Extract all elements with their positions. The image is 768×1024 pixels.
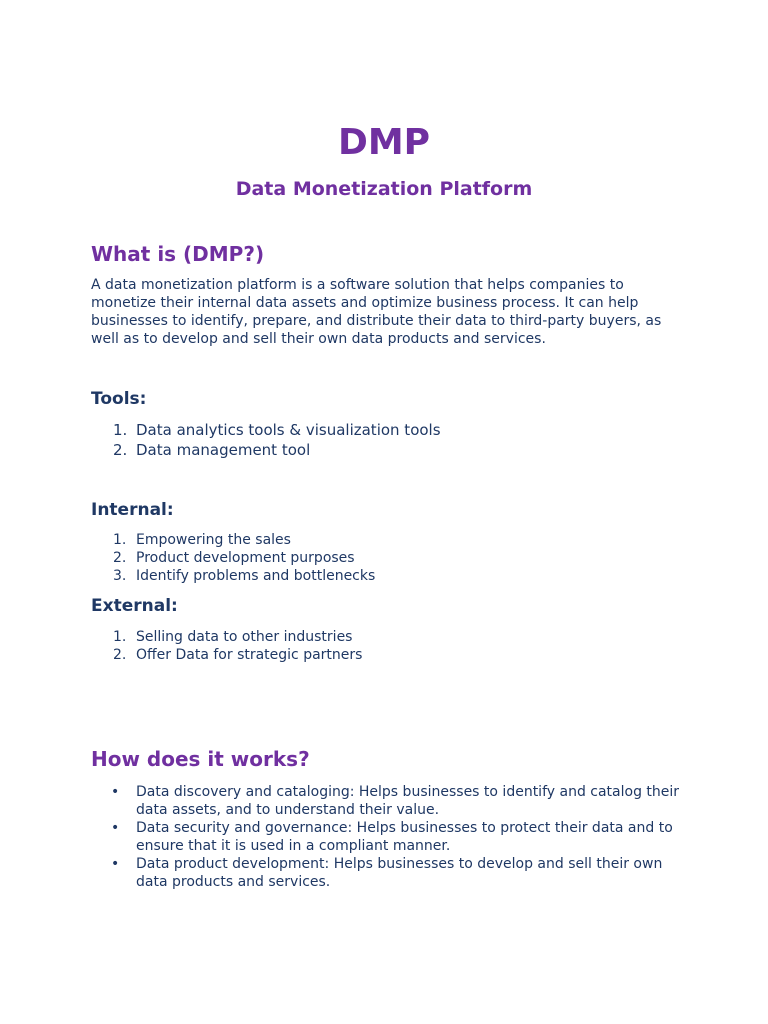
how-heading: How does it works? xyxy=(91,747,310,771)
page-subtitle: Data Monetization Platform xyxy=(235,178,533,200)
what-is-paragraph: A data monetization platform is a software solution that helps companies to monetize their internal data assets and optimize business process. It can help businesses to identify, prepare, and distribute their data to third-party buyers, as well as to develop and sell their own data products and services. xyxy=(91,277,662,347)
external-list xyxy=(91,628,362,664)
what-is-heading: What is (DMP?) xyxy=(91,242,265,266)
external-heading: External: xyxy=(91,596,178,616)
list-item: 1. Empowering the sales xyxy=(113,532,291,548)
bullet-icon: • xyxy=(111,856,120,872)
list-item: • Data discovery and cataloging: Helps businesses to identify and catalog their data assets, and to understand their value. xyxy=(111,784,680,818)
internal-heading: Internal: xyxy=(91,500,174,520)
list-item: 2. Product development purposes xyxy=(113,550,355,566)
tools-list xyxy=(91,420,441,460)
list-item: 2. Offer Data for strategic partners xyxy=(113,647,363,663)
internal-list xyxy=(91,531,375,585)
tools-heading: Tools: xyxy=(91,389,147,409)
list-item: • Data security and governance: Helps businesses to protect their data and to ensure that it is used in a compliant manner. xyxy=(111,820,673,854)
how-list xyxy=(91,783,691,891)
bullet-icon: • xyxy=(111,820,120,836)
page-title: DMP xyxy=(337,122,431,163)
list-item: 1. Selling data to other industries xyxy=(113,629,353,645)
list-item: 3. Identify problems and bottlenecks xyxy=(113,568,376,584)
list-item: • Data product development: Helps businesses to develop and sell their own data products and services. xyxy=(111,856,663,890)
list-item: 2. Data management tool xyxy=(113,441,311,459)
bullet-icon: • xyxy=(111,784,120,800)
list-item: 1. Data analytics tools & visualization tools xyxy=(113,421,441,439)
